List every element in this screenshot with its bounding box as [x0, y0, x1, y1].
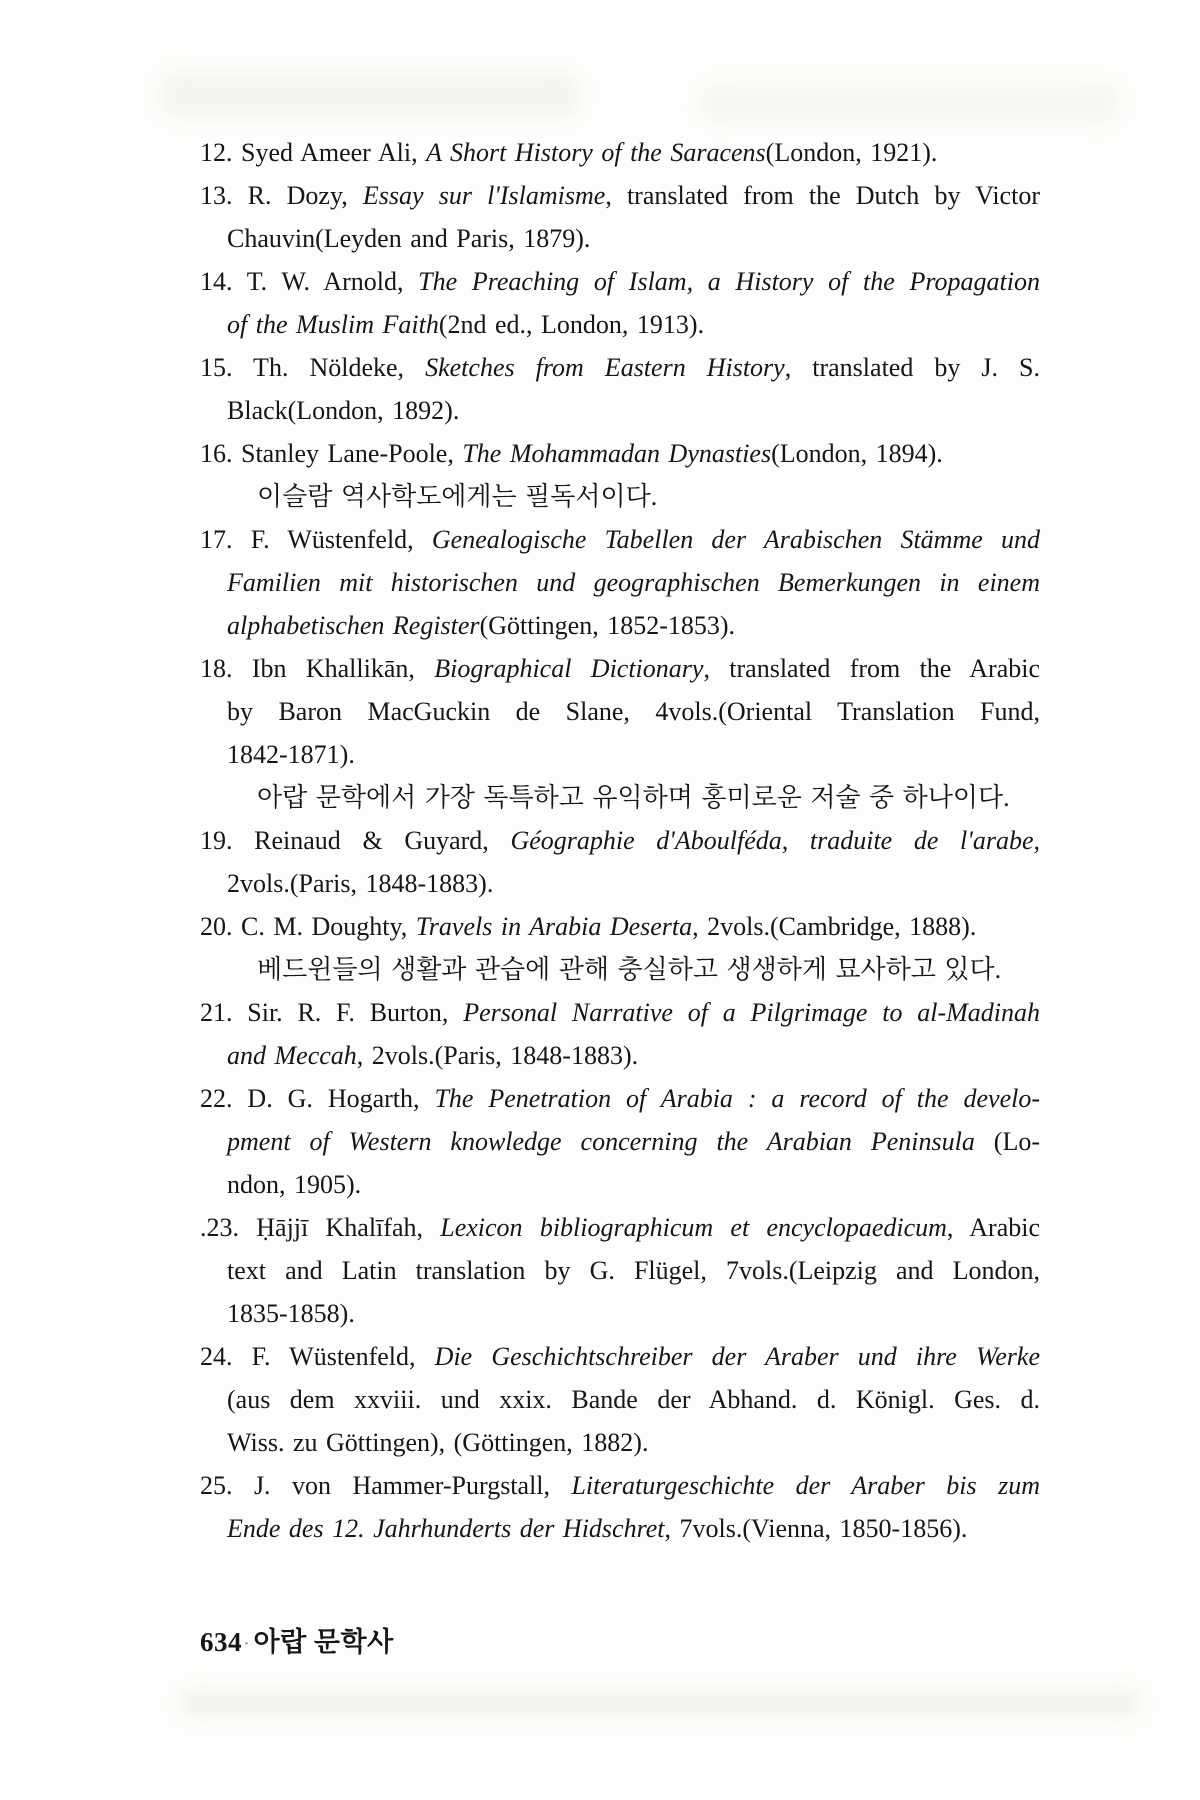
- work-title-italic: alphabetischen Register: [227, 611, 480, 640]
- bib-entry-15: [200, 346, 1040, 432]
- bib-entry-24: [200, 1335, 1040, 1464]
- entry-plain-text: .23. Ḥājjī Khalīfah,: [200, 1213, 441, 1242]
- bib-entry-line: [200, 1464, 1040, 1507]
- entry-plain-text: 1842-1871).: [227, 740, 355, 769]
- entry-plain-text: , 7vols.(Vienna, 1850-1856).: [664, 1514, 968, 1543]
- scan-smudge-top-right: [700, 84, 1120, 122]
- bib-entry-line: [227, 733, 1040, 776]
- bib-note-line: [257, 776, 1040, 819]
- entry-plain-text: (London, 1921).: [765, 138, 938, 167]
- bib-entry-25: [200, 1464, 1040, 1550]
- entry-plain-text: , 2vols.(Cambridge, 1888).: [692, 912, 977, 941]
- bib-entry-line: [227, 690, 1040, 733]
- bib-entry-line: [227, 561, 1040, 604]
- entry-plain-text: 14. T. W. Arnold,: [200, 267, 419, 296]
- bib-entry-line: [200, 260, 1040, 303]
- bib-entry-line: [200, 432, 1040, 475]
- work-title-italic: A Short History of the Saracens: [426, 138, 766, 167]
- bib-entry-line: [227, 303, 1040, 346]
- bib-entry-16: [200, 432, 1040, 518]
- bib-entry-line: [200, 346, 1040, 389]
- scan-smudge-bottom: [180, 1690, 1140, 1716]
- work-title-italic: The Penetration of Arabia : a record of the develo-: [434, 1084, 1040, 1113]
- work-title-italic: Travels in Arabia Deserta: [415, 912, 693, 941]
- bib-entry-20: [200, 905, 1040, 991]
- entry-plain-text: , translated by J. S.: [784, 353, 1040, 382]
- work-title-italic: The Mohammadan Dynasties: [462, 439, 772, 468]
- work-title-italic: Ende des 12. Jahrhunderts der Hidschret: [227, 1514, 665, 1543]
- entry-plain-text: , 2vols.(Paris, 1848-1883).: [356, 1041, 639, 1070]
- work-title-italic: Literaturgeschichte der Araber bis zum: [571, 1471, 1040, 1500]
- entry-plain-text: ndon, 1905).: [227, 1170, 362, 1199]
- bib-entry-line: [200, 1077, 1040, 1120]
- entry-plain-text: 25. J. von Hammer-Purgstall,: [200, 1471, 572, 1500]
- bib-entry-14: [200, 260, 1040, 346]
- bib-entry-line: [227, 1120, 1040, 1163]
- entry-plain-text: 12. Syed Ameer Ali,: [200, 138, 427, 167]
- bib-entry-line: [227, 1378, 1040, 1421]
- work-title-italic: pment of Western knowledge concerning the Arabian Peninsula: [227, 1127, 975, 1156]
- work-title-italic: Essay sur l'Islamisme: [362, 181, 606, 210]
- bib-entry-18: [200, 647, 1040, 819]
- bib-entry-line: [200, 905, 1040, 948]
- work-title-italic: and Meccah: [227, 1041, 357, 1070]
- entry-plain-text: , translated from the Dutch by Victor: [605, 181, 1040, 210]
- bib-entry-line: [227, 1163, 1040, 1206]
- entry-plain-text: 22. D. G. Hogarth,: [200, 1084, 435, 1113]
- entry-plain-text: (London, 1894).: [771, 439, 943, 468]
- work-title-italic: Lexicon bibliographicum et encyclopaedicum: [440, 1213, 947, 1242]
- bib-entry-21: [200, 991, 1040, 1077]
- entry-plain-text: Chauvin(Leyden and Paris, 1879).: [227, 224, 591, 253]
- bib-note-line: [257, 948, 1040, 991]
- bib-entry-line: [200, 819, 1040, 862]
- entry-plain-text: , translated from the Arabic: [703, 654, 1040, 683]
- entry-plain-text: 2vols.(Paris, 1848-1883).: [227, 869, 494, 898]
- entry-plain-text: Wiss. zu Göttingen), (Göttingen, 1882).: [227, 1428, 649, 1457]
- entry-plain-text: 21. Sir. R. F. Burton,: [200, 998, 464, 1027]
- bib-entry-17: [200, 518, 1040, 647]
- bib-entry-line: [227, 1292, 1040, 1335]
- entry-plain-text: 24. F. Wüstenfeld,: [200, 1342, 435, 1371]
- bib-entry-line: [200, 647, 1040, 690]
- bib-entry-line: [200, 131, 1040, 174]
- bib-entry-line: [200, 991, 1040, 1034]
- page-number: 634: [200, 1627, 242, 1657]
- entry-plain-text: 1835-1858).: [227, 1299, 355, 1328]
- scan-smudge-top-left: [160, 72, 580, 118]
- bib-entry-line: [227, 1421, 1040, 1464]
- bib-entry-line: [227, 862, 1040, 905]
- entry-plain-text: 이슬람 역사학도에게는 필독서이다.: [257, 482, 658, 511]
- bib-entry-line: [227, 217, 1040, 260]
- entry-plain-text: 16. Stanley Lane-Poole,: [200, 439, 463, 468]
- entry-plain-text: 13. R. Dozy,: [200, 181, 363, 210]
- work-title-italic: Personal Narrative of a Pilgrimage to al-Madinah: [463, 998, 1040, 1027]
- bib-entry-line: [227, 1034, 1040, 1077]
- bib-entry-line: [227, 389, 1040, 432]
- entry-plain-text: by Baron MacGuckin de Slane, 4vols.(Oriental Translation Fund,: [227, 697, 1040, 726]
- bib-entry-line: [227, 604, 1040, 647]
- work-title-italic: Biographical Dictionary: [434, 654, 704, 683]
- work-title-italic: The Preaching of Islam, a History of the Propagation: [418, 267, 1040, 296]
- bibliography-list: [200, 131, 1040, 1550]
- bib-entry-line: [200, 174, 1040, 217]
- bib-entry-line: [200, 1335, 1040, 1378]
- bib-note-line: [257, 475, 1040, 518]
- work-title-italic: of the Muslim Faith: [227, 310, 439, 339]
- bib-entry-22: [200, 1077, 1040, 1206]
- bib-entry-line: [227, 1249, 1040, 1292]
- entry-plain-text: , Arabic: [946, 1213, 1040, 1242]
- entry-plain-text: 19. Reinaud & Guyard,: [200, 826, 511, 855]
- entry-plain-text: 20. C. M. Doughty,: [200, 912, 416, 941]
- entry-plain-text: (2nd ed., London, 1913).: [438, 310, 705, 339]
- bib-entry-23: [200, 1206, 1040, 1335]
- work-title-italic: Genealogische Tabellen der Arabischen Stämme und: [431, 525, 1040, 554]
- work-title-italic: Sketches from Eastern History: [425, 353, 785, 382]
- entry-plain-text: (Göttingen, 1852-1853).: [479, 611, 736, 640]
- entry-plain-text: 18. Ibn Khallikān,: [200, 654, 435, 683]
- bib-entry-line: [227, 1507, 1040, 1550]
- bib-entry-13: [200, 174, 1040, 260]
- entry-plain-text: (aus dem xxviii. und xxix. Bande der Abhand. d. Königl. Ges. d.: [227, 1385, 1040, 1414]
- entry-plain-text: 아랍 문학에서 가장 독특하고 유익하며 홍미로운 저술 중 하나이다.: [257, 783, 1010, 812]
- page-footer: [200, 1621, 394, 1666]
- work-title-italic: Familien mit historischen und geographischen Bemerkungen in einem: [227, 568, 1040, 597]
- entry-plain-text: 17. F. Wüstenfeld,: [200, 525, 432, 554]
- entry-plain-text: Black(London, 1892).: [227, 396, 460, 425]
- bib-entry-19: [200, 819, 1040, 905]
- entry-plain-text: (Lo-: [974, 1127, 1041, 1156]
- footer-separator-dot: ·: [244, 1636, 250, 1653]
- bib-entry-line: [200, 518, 1040, 561]
- work-title-italic: Géographie d'Aboulféda, traduite de l'arabe,: [510, 826, 1040, 855]
- book-title: 아랍 문학사: [253, 1627, 394, 1657]
- entry-plain-text: text and Latin translation by G. Flügel, 7vols.(Leipzig and London,: [227, 1256, 1040, 1285]
- work-title-italic: Die Geschichtschreiber der Araber und ihre Werke: [434, 1342, 1040, 1371]
- bib-entry-line: [200, 1206, 1040, 1249]
- bib-entry-12: [200, 131, 1040, 174]
- entry-plain-text: 베드윈들의 생활과 관습에 관해 충실하고 생생하게 묘사하고 있다.: [257, 955, 1002, 984]
- entry-plain-text: 15. Th. Nöldeke,: [200, 353, 426, 382]
